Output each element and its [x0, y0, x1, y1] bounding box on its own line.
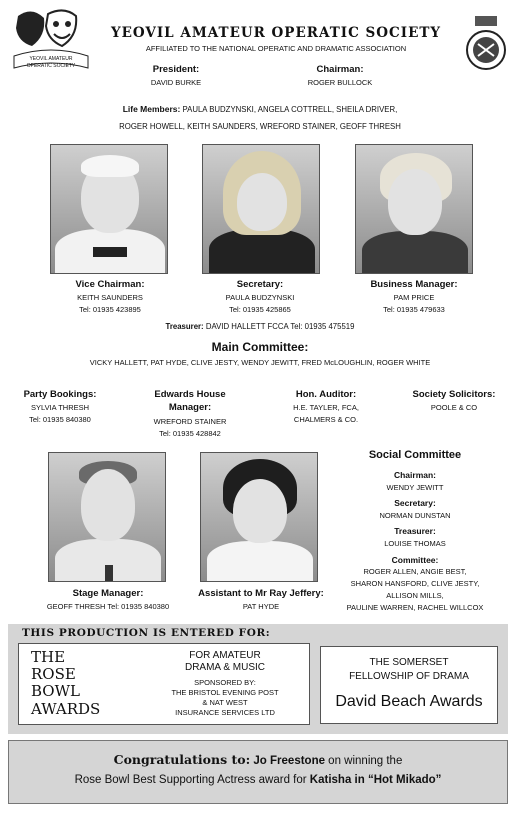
- life-members-line1: [40, 104, 480, 114]
- entry-heading: THIS PRODUCTION IS ENTERED FOR:: [22, 627, 271, 639]
- congrats-lead: Congratulations to:: [113, 752, 251, 767]
- congrats-line-2: [8, 774, 508, 786]
- assistant-role: Assistant to Mr Ray Jeffery:: [198, 588, 324, 599]
- for-line-1: FOR AMATEUR: [189, 650, 261, 661]
- vice-chairman-role: Vice Chairman:: [75, 279, 145, 290]
- social-secretary: NORMAN DUNSTAN: [379, 511, 451, 520]
- stage-manager-role: Stage Manager:: [72, 588, 144, 599]
- society-logo: [10, 6, 92, 76]
- stage-manager-text: GEOFF THRESH Tel: 01935 840380: [46, 602, 170, 611]
- congrats-name: Jo Freestone: [253, 755, 325, 767]
- photo-secretary: [202, 144, 320, 274]
- chairman-name: ROGER BULLOCK: [307, 78, 373, 87]
- solicitors-name: POOLE & CO: [430, 403, 478, 412]
- treasurer-text: DAVID HALLETT FCCA Tel: 01935 475519: [205, 322, 355, 331]
- president-label: President:: [152, 64, 200, 75]
- solicitors-role: Society Solicitors:: [412, 389, 496, 400]
- party-bookings-name: SYLVIA THRESH: [30, 403, 90, 412]
- social-committee-line-1: ROGER ALLEN, ANGIE BEST,: [363, 567, 467, 576]
- social-committee-label: Committee:: [391, 555, 439, 565]
- sponsored-line-2: THE BRISTOL EVENING POST: [171, 688, 279, 697]
- sponsored-line-1: SPONSORED BY:: [194, 678, 256, 687]
- social-chairman-label: Chairman:: [393, 470, 437, 480]
- social-committee-line-3: ALLISON MILLS,: [386, 591, 444, 600]
- photo-vice-chairman: [50, 144, 168, 274]
- business-manager-tel: Tel: 01935 479633: [383, 305, 445, 314]
- life-members-names-1: PAULA BUDZYNSKI, ANGELA COTTRELL, SHEILA DRIVER,: [182, 105, 398, 114]
- logo-text-2: OPERATIC SOCIETY: [26, 63, 76, 69]
- rose-bowl-award-box: [18, 643, 310, 725]
- main-committee-members: VICKY HALLETT, PAT HYDE, CLIVE JESTY, WENDY JEWITT, FRED McLOUGHLIN, ROGER WHITE: [89, 358, 431, 367]
- edwards-house-name: WREFORD STAINER: [153, 417, 227, 426]
- somerset-award-name: David Beach Awards: [335, 693, 483, 710]
- photo-business-manager: [355, 144, 473, 274]
- party-bookings-tel: Tel: 01935 840380: [29, 415, 91, 424]
- vice-chairman-tel: Tel: 01935 423895: [79, 305, 141, 314]
- somerset-award-box: [320, 646, 498, 724]
- social-secretary-label: Secretary:: [394, 498, 436, 508]
- business-manager-role: Business Manager:: [370, 279, 458, 290]
- somerset-line-2: FELLOWSHIP OF DRAMA: [349, 671, 469, 682]
- party-bookings-role: Party Bookings:: [23, 389, 97, 400]
- hon-auditor-role: Hon. Auditor:: [295, 389, 357, 400]
- edwards-house-role-1: Edwards House: [154, 389, 226, 400]
- hon-auditor-line2: CHALMERS & CO.: [293, 415, 359, 424]
- business-manager-name: PAM PRICE: [393, 293, 435, 302]
- social-treasurer: LOUISE THOMAS: [384, 539, 446, 548]
- life-members-label: Life Members:: [122, 104, 181, 114]
- social-committee-line-4: PAULINE WARREN, RACHEL WILLCOX: [346, 603, 484, 612]
- photo-stage-manager: [48, 452, 166, 582]
- rose-bowl-line-1: THE: [31, 648, 66, 666]
- congrats-rest: on winning the: [324, 755, 403, 767]
- social-committee-heading: Social Committee: [368, 449, 462, 461]
- somerset-line-1: THE SOMERSET: [369, 657, 449, 668]
- president-name: DAVID BURKE: [150, 78, 202, 87]
- chairman-label: Chairman:: [316, 64, 364, 75]
- treasurer-label: Treasurer:: [165, 322, 204, 331]
- vice-chairman-name: KEITH SAUNDERS: [77, 293, 143, 302]
- congrats-line-1: [8, 752, 508, 767]
- congrats-line-2a: Rose Bowl Best Supporting Actress award for: [74, 774, 310, 786]
- congrats-line-2b: Katisha in “Hot Mikado”: [309, 774, 442, 786]
- congrats-band: [8, 740, 508, 804]
- social-committee-line-2: SHARON HANSFORD, CLIVE JESTY,: [350, 579, 480, 588]
- edwards-house-tel: Tel: 01935 428842: [159, 429, 221, 438]
- rose-bowl-line-2: ROSE: [31, 665, 76, 683]
- sponsored-line-4: INSURANCE SERVICES LTD: [175, 708, 275, 717]
- society-title: YEOVIL AMATEUR OPERATIC SOCIETY: [110, 25, 442, 41]
- rose-bowl-line-3: BOWL: [31, 682, 80, 700]
- logo-text-1: YEOVIL AMATEUR: [29, 56, 73, 62]
- main-committee-heading: Main Committee:: [211, 340, 309, 354]
- hon-auditor-line1: H.E. TAYLER, FCA,: [293, 403, 359, 412]
- social-chairman: WENDY JEWITT: [386, 483, 444, 492]
- photo-assistant: [200, 452, 318, 582]
- sponsored-line-3: & NAT WEST: [202, 698, 248, 707]
- affiliation-text: AFFILIATED TO THE NATIONAL OPERATIC AND DRAMATIC ASSOCIATION: [145, 44, 407, 53]
- assistant-text: PAT HYDE: [242, 602, 280, 611]
- life-members-line2: ROGER HOWELL, KEITH SAUNDERS, WREFORD STAINER, GEOFF THRESH: [119, 122, 401, 131]
- secretary-role: Secretary:: [236, 279, 284, 290]
- for-line-2: DRAMA & MUSIC: [184, 662, 265, 673]
- crest-logo: [465, 14, 507, 76]
- treasurer-line: [60, 322, 460, 331]
- secretary-name: PAULA BUDZYNSKI: [225, 293, 295, 302]
- social-treasurer-label: Treasurer:: [394, 526, 436, 536]
- secretary-tel: Tel: 01935 425865: [229, 305, 291, 314]
- crest-icon: [465, 14, 507, 76]
- edwards-house-role-2: Manager:: [168, 402, 212, 413]
- rose-bowl-line-4: AWARDS: [31, 700, 101, 718]
